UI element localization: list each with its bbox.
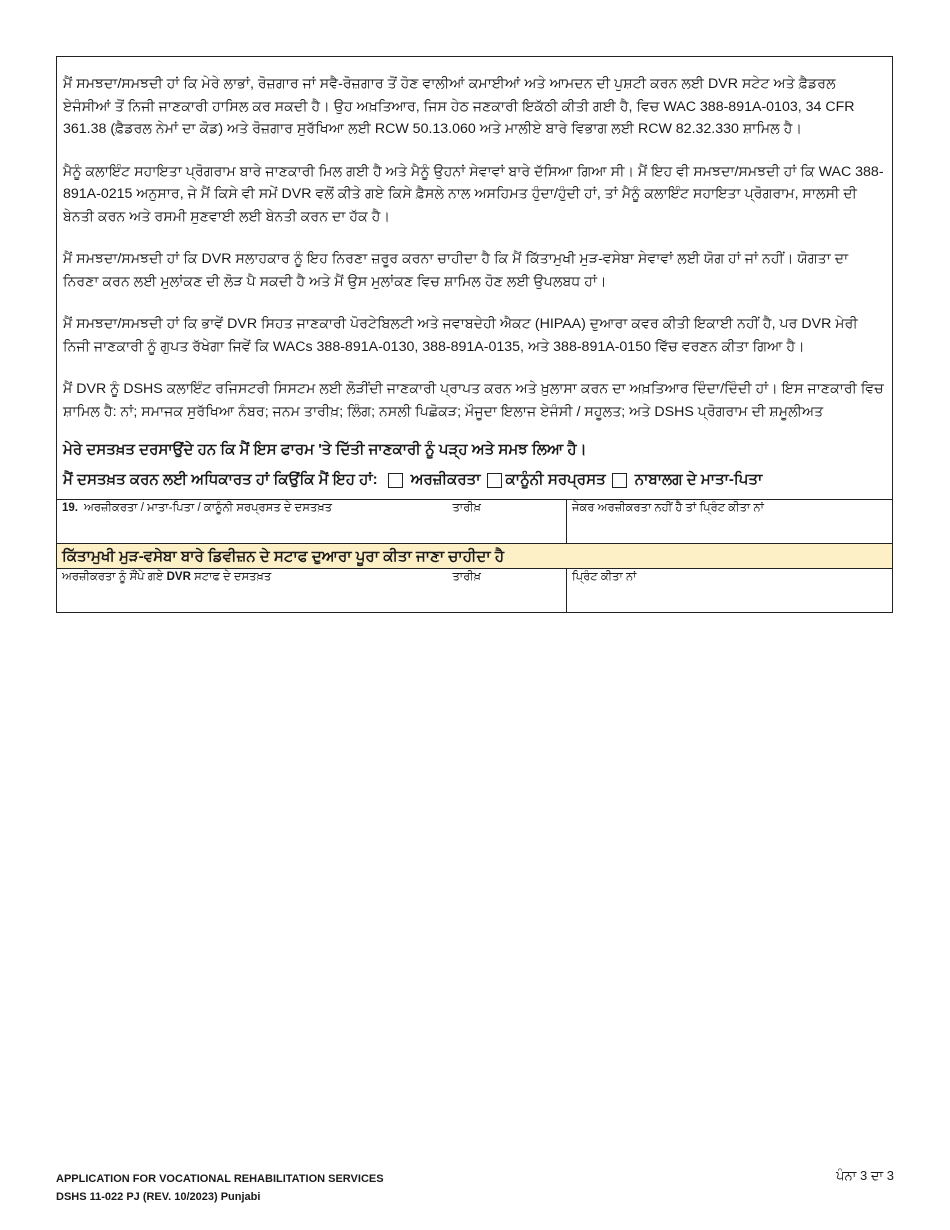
form-number: DSHS 11-022 PJ (REV. 10/2023) Punjabi bbox=[56, 1191, 261, 1203]
page-number: ਪੰਨਾ 3 ਦਾ 3 bbox=[836, 1168, 894, 1183]
applicant-date-label: ਤਾਰੀਖ਼ bbox=[452, 502, 481, 514]
paragraph-client-registry: ਮੈਂ DVR ਨੂੰ DSHS ਕਲਾਇੰਟ ਰਜਿਸਟਰੀ ਸਿਸਟਮ ਲਈ ਲੋੜੀਂਦੀ ਜਾਣਕਾਰੀ ਪ੍ਰਾਪਤ ਕਰਨ ਅਤੇ ਖ਼ੁਲਾਸਾ ਕਰਨ ਦਾ ਅਖ਼ਤਿਆਰ ਦਿੰਦਾ/ਦਿੰਦੀ ਹਾਂ। ਇਸ ਜਾਣਕਾਰੀ ਵਿਚ ਸ਼ਾਮਿਲ ਹੈ: ਨਾਂ; ਸਮਾਜਕ ਸੁਰੱਖਿਆ ਨੰਬਰ; ਜਨਮ ਤਾਰੀਖ਼; ਲਿੰਗ; ਨਸਲੀ ਪਿਛੋਕੜ; ਮੌਜੂਦਾ ਇਲਾਜ ਏਜੰਸੀ / ਸਹੂਲਤ; ਅਤੇ DSHS ਪ੍ਰੋਗਰਾਮ ਦੀ ਸ਼ਮੂਲੀਅਤ bbox=[63, 381, 884, 420]
guardian-checkbox[interactable] bbox=[487, 473, 502, 488]
authority-label: ਮੈਂ ਦਸਤਖ਼ਤ ਕਰਨ ਲਈ ਅਧਿਕਾਰਤ ਹਾਂ ਕਿਉਂਕਿ ਮੈਂ ਇਹ ਹਾਂ: bbox=[63, 471, 378, 488]
applicant-print-name-label: ਜੇਕਰ ਅਰਜ਼ੀਕਰਤਾ ਨਹੀਂ ਹੈ ਤਾਂ ਪ੍ਰਿੰਟ ਕੀਤਾ ਨਾਂ bbox=[572, 502, 764, 514]
guardian-option-label: ਕਾਨੂੰਨੀ ਸਰਪ੍ਰਸਤ bbox=[505, 471, 606, 488]
signature-statement: ਮੇਰੇ ਦਸਤਖ਼ਤ ਦਰਸਾਉਂਦੇ ਹਨ ਕਿ ਮੈਂ ਇਸ ਫਾਰਮ 'ਤੇ ਦਿੱਤੀ ਜਾਣਕਾਰੀ ਨੂੰ ਪੜ੍ਹ ਅਤੇ ਸਮਝ ਲਿਆ ਹੈ। bbox=[63, 441, 587, 458]
staff-date-label: ਤਾਰੀਖ਼ bbox=[452, 571, 481, 583]
staff-signature-row bbox=[57, 568, 892, 612]
applicant-signature-field[interactable] bbox=[57, 500, 567, 543]
staff-print-name-label: ਪ੍ਰਿੰਟ ਕੀਤਾ ਨਾਂ bbox=[572, 571, 637, 583]
paragraph-benefits-verification: ਮੈਂ ਸਮਝਦਾ/ਸਮਝਦੀ ਹਾਂ ਕਿ ਮੇਰੇ ਲਾਭਾਂ, ਰੋਜ਼ਗਾਰ ਜਾਂ ਸਵੈ-ਰੋਜ਼ਗਾਰ ਤੋਂ ਹੋਣ ਵਾਲੀਆਂ ਕਮਾਈਆਂ ਅਤੇ ਆਮਦਨ ਦੀ ਪੁਸ਼ਟੀ ਕਰਨ ਲਈ DVR ਸਟੇਟ ਅਤੇ ਫ਼ੈਡਰਲ ਏਜੰਸੀਆਂ ਤੋਂ ਨਿਜੀ ਜਾਣਕਾਰੀ ਹਾਸਿਲ ਕਰ ਸਕਦੀ ਹੈ। ਉਹ ਅਖ਼ਤਿਆਰ, ਜਿਸ ਹੇਠ ਜਣਕਾਰੀ ਇਕੱਠੀ ਕੀਤੀ ਗਈ ਹੈ, ਵਿਚ WAC 388-891A-0103, 34 CFR 361.38 (ਫ਼ੈਡਰਲ ਨੇਮਾਂ ਦਾ ਕੋਡ) ਅਤੇ ਰੋਜ਼ਗਾਰ ਸੁਰੱਖਿਆ ਲਈ RCW 50.13.060 ਅਤੇ ਮਾਲੀਏ ਬਾਰੇ ਵਿਭਾਗ ਲਈ RCW 82.32.330 ਸ਼ਾਮਿਲ ਹੈ। bbox=[63, 76, 855, 137]
form-footer bbox=[56, 1170, 384, 1206]
consent-form-box bbox=[56, 56, 893, 613]
staff-signature-label: ਅਰਜ਼ੀਕਰਤਾ ਨੂੰ ਸੌਂਪੇ ਗਏ DVR ਸਟਾਫ ਦੇ ਦਸਤਖ਼ਤ bbox=[62, 571, 272, 583]
form-title: APPLICATION FOR VOCATIONAL REHABILITATION SERVICES bbox=[56, 1173, 384, 1185]
consent-text bbox=[57, 57, 892, 491]
parent-option-label: ਨਾਬਾਲਗ ਦੇ ਮਾਤਾ-ਪਿਤਾ bbox=[634, 471, 763, 488]
field-number: 19. bbox=[62, 502, 78, 514]
staff-signature-field[interactable] bbox=[57, 569, 567, 612]
paragraph-client-assistance: ਮੈਨੂੰ ਕਲਾਇੰਟ ਸਹਾਇਤਾ ਪ੍ਰੋਗਰਾਮ ਬਾਰੇ ਜਾਣਕਾਰੀ ਮਿਲ ਗਈ ਹੈ ਅਤੇ ਮੈਨੂੰ ਉਹਨਾਂ ਸੇਵਾਵਾਂ ਬਾਰੇ ਦੱਸਿਆ ਗਿਆ ਸੀ। ਮੈਂ ਇਹ ਵੀ ਸਮਝਦਾ/ਸਮਝਦੀ ਹਾਂ ਕਿ WAC 388-891A-0215 ਅਨੁਸਾਰ, ਜੇ ਮੈਂ ਕਿਸੇ ਵੀ ਸਮੇਂ DVR ਵਲੋਂ ਕੀਤੇ ਗਏ ਕਿਸੇ ਫ਼ੈਸਲੇ ਨਾਲ ਅਸਹਿਮਤ ਹੁੰਦਾ/ਹੁੰਦੀ ਹਾਂ, ਤਾਂ ਮੈਨੂੰ ਕਲਾਇੰਟ ਸਹਾਇਤਾ ਪ੍ਰੋਗਰਾਮ, ਸਾਲਸੀ ਦੀ ਬੇਨਤੀ ਕਰਨ ਅਤੇ ਰਸਮੀ ਸੁਣਵਾਈ ਲਈ ਬੇਨਤੀ ਕਰਨ ਦਾ ਹੱਕ ਹੈ। bbox=[63, 163, 884, 225]
applicant-checkbox[interactable] bbox=[388, 473, 403, 488]
authority-line bbox=[63, 469, 886, 491]
parent-checkbox[interactable] bbox=[612, 473, 627, 488]
paragraph-eligibility: ਮੈਂ ਸਮਝਦਾ/ਸਮਝਦੀ ਹਾਂ ਕਿ DVR ਸਲਾਹਕਾਰ ਨੂੰ ਇਹ ਨਿਰਣਾ ਜ਼ਰੂਰ ਕਰਨਾ ਚਾਹੀਦਾ ਹੈ ਕਿ ਮੈਂ ਕਿੱਤਾਮੁਖੀ ਮੁੜ-ਵਸੇਬਾ ਸੇਵਾਵਾਂ ਲਈ ਯੋਗ ਹਾਂ ਜਾਂ ਨਹੀਂ। ਯੋਗਤਾ ਦਾ ਨਿਰਣਾ ਕਰਨ ਲਈ ਮੁਲਾਂਕਣ ਦੀ ਲੋੜ ਪੈ ਸਕਦੀ ਹੈ ਅਤੇ ਮੈਂ ਉਸ ਮੁਲਾਂਕਣ ਵਿਚ ਸ਼ਾਮਿਲ ਹੋਣ ਲਈ ਉਪਲਬਧ ਹਾਂ। bbox=[63, 251, 849, 290]
applicant-option-label: ਅਰਜ਼ੀਕਰਤਾ bbox=[410, 471, 481, 488]
applicant-print-name-field[interactable] bbox=[567, 500, 892, 543]
staff-print-name-field[interactable] bbox=[567, 569, 892, 612]
staff-section-header: ਕਿੱਤਾਮੁਖੀ ਮੁੜ-ਵਸੇਬਾ ਬਾਰੇ ਡਿਵੀਜ਼ਨ ਦੇ ਸਟਾਫ ਦੁਆਰਾ ਪੂਰਾ ਕੀਤਾ ਜਾਣਾ ਚਾਹੀਦਾ ਹੈ bbox=[57, 543, 892, 568]
applicant-signature-label: ਅਰਜ਼ੀਕਰਤਾ / ਮਾਤਾ-ਪਿਤਾ / ਕਾਨੂੰਨੀ ਸਰਪ੍ਰਸਤ ਦੇ ਦਸਤਖ਼ਤ bbox=[84, 502, 332, 514]
applicant-signature-row bbox=[57, 499, 892, 543]
paragraph-hipaa: ਮੈਂ ਸਮਝਦਾ/ਸਮਝਦੀ ਹਾਂ ਕਿ ਭਾਵੇਂ DVR ਸਿਹਤ ਜਾਣਕਾਰੀ ਪੋਰਟੇਬਿਲਟੀ ਅਤੇ ਜਵਾਬਦੇਹੀ ਐਕਟ (HIPAA) ਦੁਆਰਾ ਕਵਰ ਕੀਤੀ ਇਕਾਈ ਨਹੀਂ ਹੈ, ਪਰ DVR ਮੇਰੀ ਨਿਜੀ ਜਾਣਕਾਰੀ ਨੂੰ ਗੁਪਤ ਰੱਖੇਗਾ ਜਿਵੇਂ ਕਿ WACs 388-891A-0130, 388-891A-0135, ਅਤੇ 388-891A-0150 ਵਿੱਚ ਵਰਣਨ ਕੀਤਾ ਗਿਆ ਹੈ। bbox=[63, 316, 858, 355]
